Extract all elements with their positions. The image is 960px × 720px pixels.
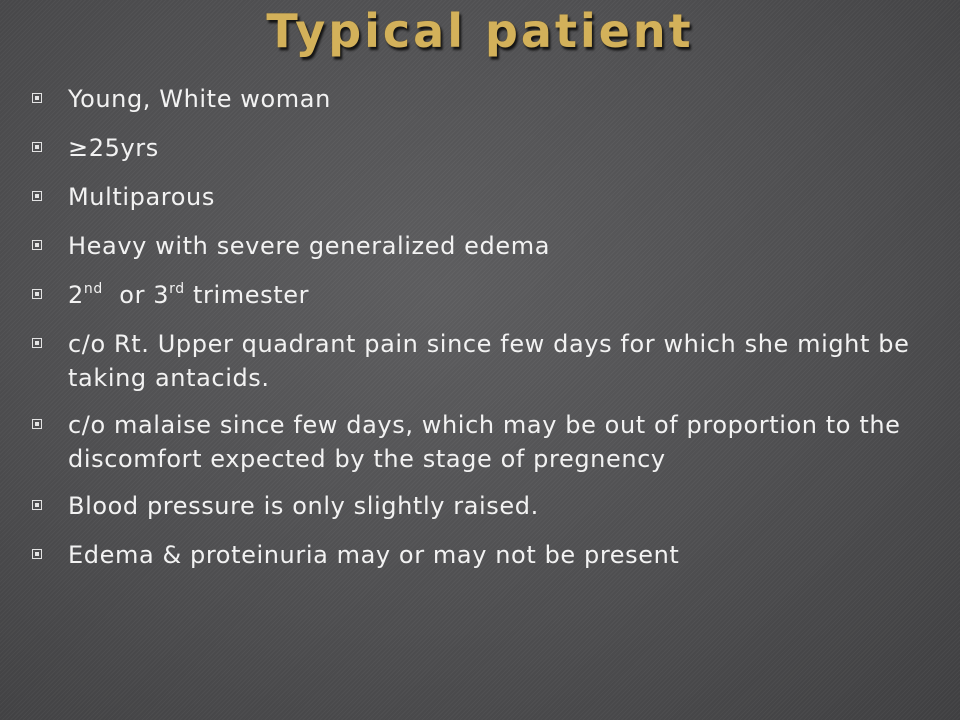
bullet-text: c/o Rt. Upper quadrant pain since few days for which she might be taking antacids. [68,330,910,392]
bullet-item [30,489,935,523]
bullet-text: Edema & proteinuria may or may not be present [68,541,680,569]
bullet-text: c/o malaise since few days, which may be out of proportion to the discomfort expected by the stage of pregnency [68,411,901,473]
square-bullet-icon [32,549,42,559]
slide-title: Typical patient [266,4,694,58]
bullet-list [30,82,935,587]
bullet-item [30,180,935,214]
bullet-text: Heavy with severe generalized edema [68,232,551,260]
bullet-item [30,131,935,165]
bullet-item [30,408,935,476]
bullet-item [30,278,935,312]
bullet-item [30,538,935,572]
bullet-item [30,229,935,263]
square-bullet-icon [32,191,42,201]
ordinal-suffix-nd: nd [83,281,103,297]
ordinal-suffix-rd: rd [169,281,185,297]
bullet-text: Multiparous [68,183,215,211]
square-bullet-icon [32,419,42,429]
ordinal-number-3: 3 [153,281,170,309]
square-bullet-icon [32,142,42,152]
ordinal-number-2: 2 [68,281,84,309]
square-bullet-icon [32,289,42,299]
square-bullet-icon [32,93,42,103]
trimester-word: trimester [184,281,310,309]
bullet-item [30,82,935,116]
square-bullet-icon [32,240,42,250]
bullet-text: Young, White woman [68,85,331,113]
bullet-text-trimester [68,281,309,309]
connector-text: or [102,281,154,309]
bullet-text: Blood pressure is only slightly raised. [68,492,539,520]
bullet-item [30,327,935,395]
square-bullet-icon [32,500,42,510]
bullet-text: ≥25yrs [68,134,159,162]
square-bullet-icon [32,338,42,348]
